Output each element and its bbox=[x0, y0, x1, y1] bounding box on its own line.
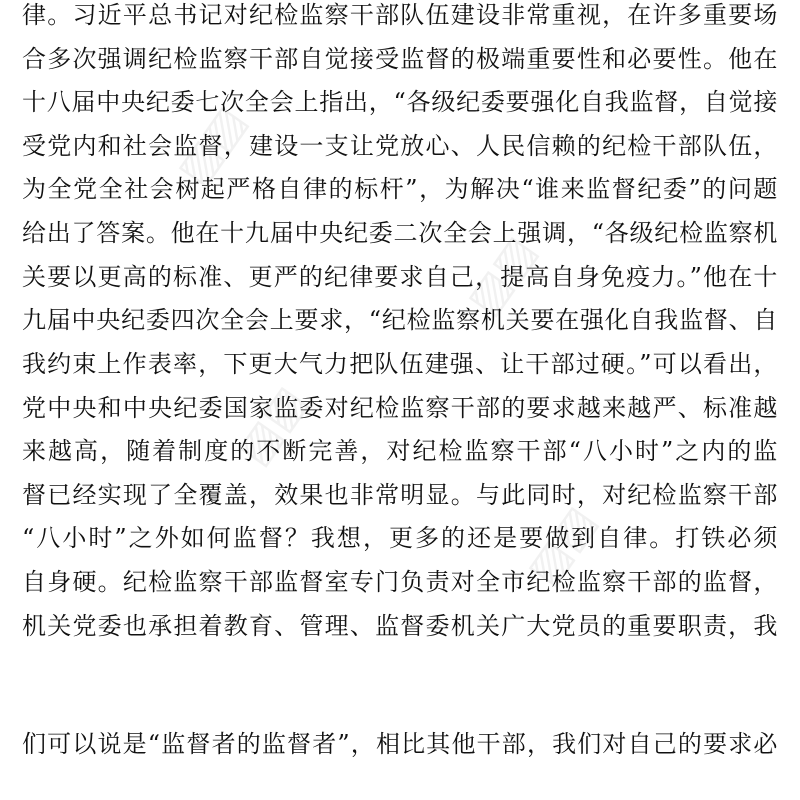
watermark-icon: ▨▨ bbox=[166, 96, 257, 195]
text-line-16: 们可以说是“监督者的监督者”，相比其他干部，我们对自己的要求必 bbox=[22, 730, 778, 758]
text-line-8: 九届中央纪委四次全会上要求，“纪检监察机关要在强化自我监督、自 bbox=[22, 306, 778, 334]
text-line-3: 十八届中央纪委七次全会上指出，“各级纪委要强化自我监督，自觉接 bbox=[22, 88, 778, 116]
text-line-12: 督已经实现了全覆盖，效果也非常明显。与此同时，对纪检监察干部 bbox=[22, 481, 778, 509]
text-line-7: 关要以更高的标准、更严的纪律要求自己，提高自身免疫力。”他在十 bbox=[22, 263, 778, 291]
text-line-10: 党中央和中央纪委国家监委对纪检监察干部的要求越来越严、标准越 bbox=[22, 394, 778, 422]
text-line-4: 受党内和社会监督，建设一支让党放心、人民信赖的纪检干部队伍， bbox=[22, 132, 778, 160]
text-line-1: 律。习近平总书记对纪检监察干部队伍建设非常重视，在许多重要场 bbox=[22, 1, 778, 29]
text-line-15: 机关党委也承担着教育、管理、监督委机关广大党员的重要职责，我 bbox=[22, 612, 778, 640]
text-line-11: 来越高，随着制度的不断完善，对纪检监察干部“八小时”之内的监 bbox=[22, 437, 778, 465]
watermark-icon: ▨▨ bbox=[456, 226, 547, 325]
text-line-2: 合多次强调纪检监察干部自觉接受监督的极端重要性和必要性。他在 bbox=[22, 45, 778, 73]
watermark-icon: ▨▨ bbox=[516, 496, 607, 595]
text-line-9: 我约束上作表率，下更大气力把队伍建强、让干部过硬。”可以看出， bbox=[22, 350, 778, 378]
text-line-14: 自身硬。纪检监察干部监督室专门负责对全市纪检监察干部的监督， bbox=[22, 568, 778, 596]
text-line-13: “八小时”之外如何监督？我想，更多的还是要做到自律。打铁必须 bbox=[22, 524, 778, 552]
text-line-5: 为全党全社会树起严格自律的标杆”，为解决“谁来监督纪委”的问题 bbox=[22, 175, 778, 203]
watermark-icon: ▨▨ bbox=[226, 376, 317, 475]
text-line-6: 给出了答案。他在十九届中央纪委二次全会上强调，“各级纪检监察机 bbox=[22, 219, 778, 247]
